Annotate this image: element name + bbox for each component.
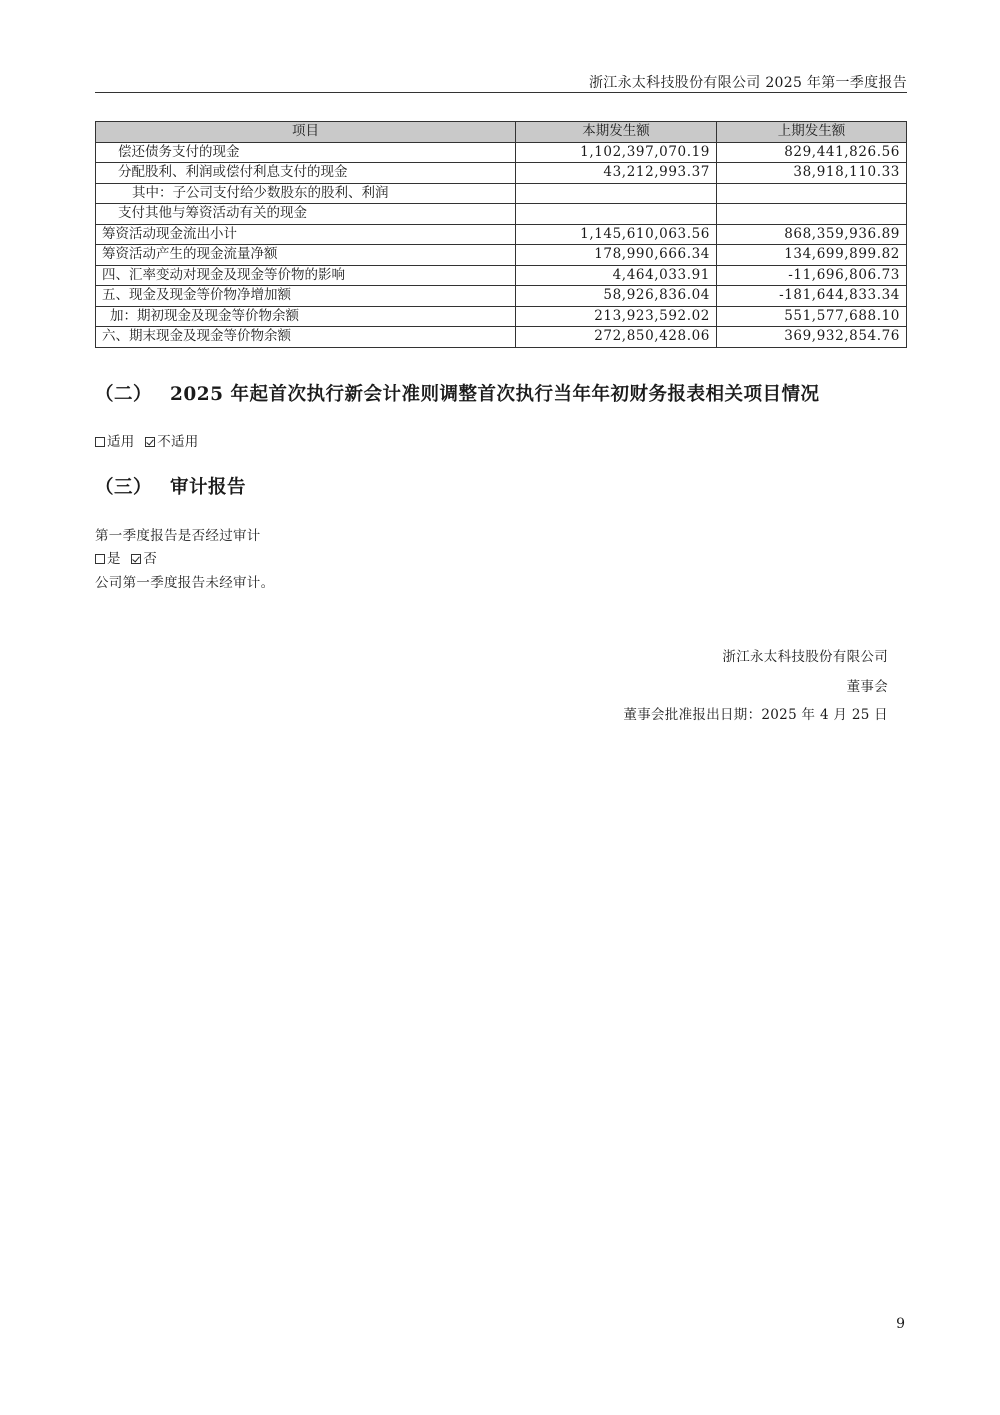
previous-value: 38,918,110.33 [717, 163, 907, 184]
current-value [516, 183, 717, 204]
signature-board: 董事会 [846, 679, 888, 695]
table-row [96, 224, 907, 245]
table-row [96, 163, 907, 184]
current-value: 43,212,993.37 [516, 163, 717, 184]
table-row [96, 142, 907, 163]
row-label: 五、现金及现金等价物净增加额 [96, 286, 516, 307]
section-2-options [95, 430, 199, 450]
current-value: 4,464,033.91 [516, 265, 717, 286]
previous-value [717, 183, 907, 204]
section-3-title: 审计报告 [170, 477, 247, 498]
option-applicable: 适用 [107, 434, 135, 450]
row-label: 筹资活动产生的现金流量净额 [96, 245, 516, 266]
section-3-heading [95, 473, 246, 499]
row-label: 四、汇率变动对现金及现金等价物的影响 [96, 265, 516, 286]
column-header-current: 本期发生额 [516, 122, 717, 143]
option-not-applicable: 不适用 [157, 434, 199, 450]
row-label: 六、期末现金及现金等价物余额 [96, 327, 516, 348]
row-label: 其中：子公司支付给少数股东的股利、利润 [96, 183, 516, 204]
section-2-title: 2025 年起首次执行新会计准则调整首次执行当年年初财务报表相关项目情况 [170, 384, 820, 405]
section-2-number: （二） [95, 384, 153, 405]
option-no: 否 [143, 551, 158, 567]
unchecked-checkbox-icon [95, 554, 105, 564]
previous-value: 829,441,826.56 [717, 142, 907, 163]
previous-value: -181,644,833.34 [717, 286, 907, 307]
checked-checkbox-icon [145, 437, 155, 447]
current-value: 1,145,610,063.56 [516, 224, 717, 245]
column-header-item: 项目 [96, 122, 516, 143]
table-row [96, 306, 907, 327]
audit-question: 第一季度报告是否经过审计 [95, 528, 261, 544]
unchecked-checkbox-icon [95, 437, 105, 447]
option-yes: 是 [107, 551, 121, 567]
row-label: 筹资活动现金流出小计 [96, 224, 516, 245]
table-row [96, 286, 907, 307]
previous-value: 369,932,854.76 [717, 327, 907, 348]
table-header-row [96, 122, 907, 143]
current-value: 213,923,592.02 [516, 306, 717, 327]
section-3-number: （三） [95, 477, 153, 498]
table-row [96, 327, 907, 348]
previous-value: 868,359,936.89 [717, 224, 907, 245]
checked-checkbox-icon [131, 554, 141, 564]
table-row [96, 204, 907, 225]
current-value [516, 204, 717, 225]
row-label: 支付其他与筹资活动有关的现金 [96, 204, 516, 225]
column-header-previous: 上期发生额 [717, 122, 907, 143]
audit-note: 公司第一季度报告未经审计。 [95, 575, 275, 591]
report-title: 浙江永太科技股份有限公司 2025 年第一季度报告 [588, 75, 907, 91]
row-label: 加：期初现金及现金等价物余额 [96, 306, 516, 327]
previous-value [717, 204, 907, 225]
table-row [96, 245, 907, 266]
table-row [96, 183, 907, 204]
current-value: 178,990,666.34 [516, 245, 717, 266]
table-row [96, 265, 907, 286]
row-label: 偿还债务支付的现金 [96, 142, 516, 163]
row-label: 分配股利、利润或偿付利息支付的现金 [96, 163, 516, 184]
current-value: 58,926,836.04 [516, 286, 717, 307]
previous-value: 551,577,688.10 [717, 306, 907, 327]
signature-date: 董事会批准报出日期：2025 年 4 月 25 日 [623, 707, 888, 723]
page-header [95, 70, 907, 93]
signature-company: 浙江永太科技股份有限公司 [722, 649, 888, 665]
previous-value: -11,696,806.73 [717, 265, 907, 286]
current-value: 1,102,397,070.19 [516, 142, 717, 163]
cash-flow-table [95, 121, 907, 348]
section-2-heading [95, 380, 819, 406]
page-number: 9 [896, 1316, 905, 1332]
audit-options [95, 547, 157, 567]
previous-value: 134,699,899.82 [717, 245, 907, 266]
current-value: 272,850,428.06 [516, 327, 717, 348]
